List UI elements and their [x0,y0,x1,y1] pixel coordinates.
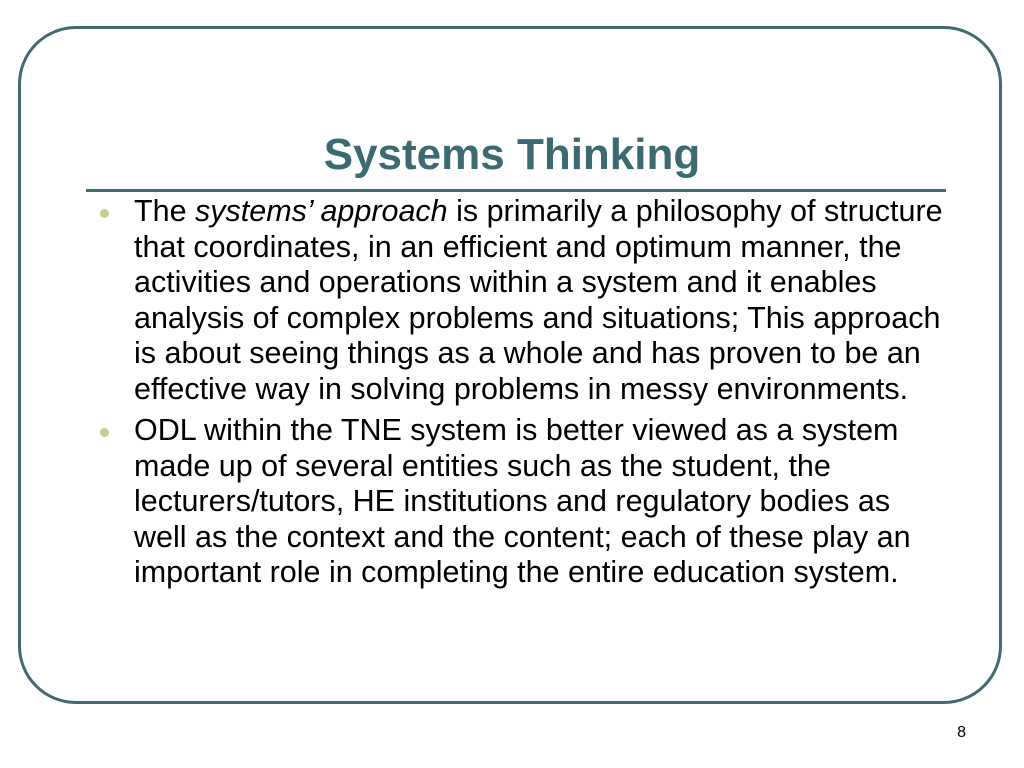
bullet-text-body: is primarily a philosophy of structure that coordinates, in an efficient and optimum manner, the activities and operations within a system and it enables analysis of complex problems and situations; This approach is about seeing things as a whole and has proven to be an effective way in solving problems in messy environments. [134,194,943,406]
bullet-item-systems-approach [96,194,946,407]
bullet-text-emphasis: systems’ approach [195,194,448,228]
slide-title: Systems Thinking [323,130,701,179]
bullet-text-prefix: The [134,194,196,228]
bullet-dot-icon [100,428,109,437]
title-divider [86,189,946,192]
bullet-text-body: ODL within the TNE system is better viewed as a system made up of several entities such as the student, the lecturers/tutors, HE institutions and regulatory bodies as well as the context and the content; each of these play an important role in completing the entire education system. [134,413,911,589]
bullet-dot-icon [100,209,109,218]
bullet-item-odl [96,413,946,591]
bullet-list [96,194,946,597]
page-number: 8 [957,724,966,741]
